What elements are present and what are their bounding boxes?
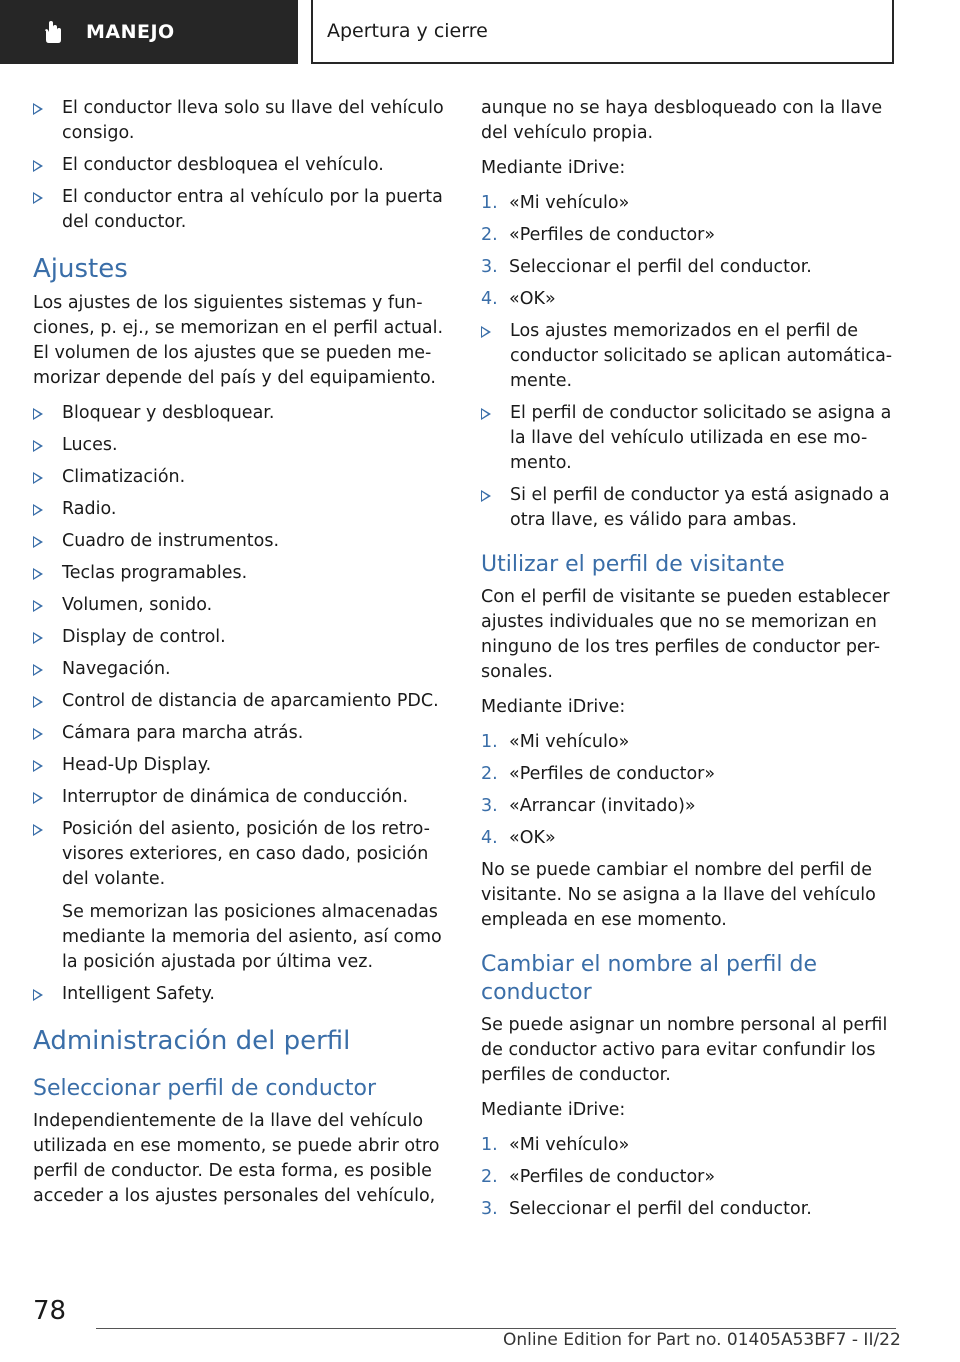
triangle-bullet-icon xyxy=(33,160,43,172)
list-item: El perfil de conductor solicitado se asigna a la llave del vehículo utilizada en ese mo-mento. xyxy=(481,401,896,476)
triangle-bullet-icon xyxy=(481,326,491,338)
via-idrive-2: Mediante iDrive: xyxy=(481,697,626,717)
via-idrive-1: Mediante iDrive: xyxy=(481,158,626,178)
heading-admin-perfil: Administración del perfil xyxy=(33,1026,351,1056)
triangle-bullet-icon xyxy=(33,192,43,204)
list-item: Bloquear y desbloquear. xyxy=(33,401,445,426)
list-item: 1. «Mi vehículo» xyxy=(481,1135,630,1155)
list-item: El conductor entra al vehículo por la puerta del conductor. xyxy=(33,185,445,235)
list-item: Control de distancia de aparcamiento PDC. xyxy=(33,689,445,714)
left-column xyxy=(33,96,445,1219)
ajustes-list xyxy=(33,401,445,1007)
steps-guest xyxy=(481,730,896,851)
chapter-tab xyxy=(311,0,894,64)
list-item: El conductor lleva solo su llave del vehículo consigo. xyxy=(33,96,445,146)
page-number: 78 xyxy=(33,1296,67,1326)
list-item: Cuadro de instrumentos. xyxy=(33,529,445,554)
list-item: Navegación. xyxy=(33,657,445,682)
guest-text: Con el perfil de visitante se pueden establecer ajustes individuales que no se memorizan en ninguno de los tres perfiles de conductor per-sonales. xyxy=(481,587,890,682)
ajustes-text: Los ajustes de los siguientes sistemas y fun-ciones, p. ej., se memorizan en el perfil actual. El volumen de los ajustes que se pueden me-morizar depende del país y del equipamiento. xyxy=(33,293,444,388)
list-item: Head-Up Display. xyxy=(33,753,445,778)
chapter-title: Apertura y cierre xyxy=(327,20,488,42)
list-item: Radio. xyxy=(33,497,445,522)
list-item: El conductor desbloquea el vehículo. xyxy=(33,153,445,178)
list-item: Interruptor de dinámica de conducción. xyxy=(33,785,445,810)
right-column xyxy=(481,96,896,1229)
list-item: 3. Seleccionar el perfil del conductor. xyxy=(481,257,812,277)
section-title: MANEJO xyxy=(86,21,175,43)
triangle-bullet-icon xyxy=(33,760,43,772)
list-item: Display de control. xyxy=(33,625,445,650)
triangle-bullet-icon xyxy=(33,568,43,580)
list-item: 2. «Perfiles de conductor» xyxy=(481,764,716,784)
list-item: Teclas programables. xyxy=(33,561,445,586)
list-item: Los ajustes memorizados en el perfil de conductor solicitado se aplican automática-mente. xyxy=(481,319,896,394)
list-item: 3. Seleccionar el perfil del conductor. xyxy=(481,1199,812,1219)
list-item: Si el perfil de conductor ya está asignado a otra llave, es válido para ambas. xyxy=(481,483,896,533)
results-list xyxy=(481,319,896,533)
list-item: Luces. xyxy=(33,433,445,458)
triangle-bullet-icon xyxy=(33,408,43,420)
admin-text: Independientemente de la llave del vehículo utilizada en ese momento, se puede abrir otro perfil de conductor. De esta forma, es posible acceder a los ajustes personales del vehículo, xyxy=(33,1111,440,1206)
steps-rename xyxy=(481,1133,896,1222)
triangle-bullet-icon xyxy=(33,440,43,452)
heading-seleccionar-perfil: Seleccionar perfil de conductor xyxy=(33,1076,377,1101)
triangle-bullet-icon xyxy=(33,824,43,836)
steps-select-profile xyxy=(481,191,896,312)
list-item: Volumen, sonido. xyxy=(33,593,445,618)
via-idrive-3: Mediante iDrive: xyxy=(481,1100,626,1120)
triangle-bullet-icon xyxy=(33,536,43,548)
page-header xyxy=(0,0,960,66)
guest-note: No se puede cambiar el nombre del perfil de visitante. No se asigna a la llave del vehículo empleada en ese momento. xyxy=(481,860,876,930)
triangle-bullet-icon xyxy=(33,472,43,484)
triangle-bullet-icon xyxy=(33,664,43,676)
list-item: 1. «Mi vehículo» xyxy=(481,732,630,752)
triangle-bullet-icon xyxy=(33,504,43,516)
edition-footer: Online Edition for Part no. 01405A53BF7 - II/22 xyxy=(503,1330,901,1350)
list-item: 2. «Perfiles de conductor» xyxy=(481,225,716,245)
rename-text: Se puede asignar un nombre personal al perfil de conductor activo para evitar confundir los perfiles de conductor. xyxy=(481,1015,888,1085)
section-tab xyxy=(0,0,298,64)
triangle-bullet-icon xyxy=(33,103,43,115)
list-item: 2. «Perfiles de conductor» xyxy=(481,1167,716,1187)
hand-icon xyxy=(40,19,66,45)
footer-divider xyxy=(96,1328,896,1329)
continuation-text: aunque no se haya desbloqueado con la llave del vehículo propia. xyxy=(481,98,883,143)
triangle-bullet-icon xyxy=(33,632,43,644)
triangle-bullet-icon xyxy=(33,696,43,708)
heading-ajustes: Ajustes xyxy=(33,254,128,284)
triangle-bullet-icon xyxy=(33,600,43,612)
list-item: Climatización. xyxy=(33,465,445,490)
triangle-bullet-icon xyxy=(33,792,43,804)
triangle-bullet-icon xyxy=(33,989,43,1001)
list-item: Intelligent Safety. xyxy=(33,982,445,1007)
heading-rename-profile: Cambiar el nombre al perfil de conductor xyxy=(481,952,817,1005)
list-item: 4. «OK» xyxy=(481,828,556,848)
triangle-bullet-icon xyxy=(481,490,491,502)
triangle-bullet-icon xyxy=(481,408,491,420)
list-item: Cámara para marcha atrás. xyxy=(33,721,445,746)
list-item: 3. «Arrancar (invitado)» xyxy=(481,796,696,816)
list-item: 4. «OK» xyxy=(481,289,556,309)
intro-bullets xyxy=(33,96,445,235)
heading-guest-profile: Utilizar el perfil de visitante xyxy=(481,552,785,577)
list-item: 1. «Mi vehículo» xyxy=(481,193,630,213)
triangle-bullet-icon xyxy=(33,728,43,740)
list-item: Posición del asiento, posición de los retro-visores exteriores, en caso dado, posición del volante. Se memorizan las posiciones almacenadas mediante la memoria del asiento, así como la posición ajustada por última vez. xyxy=(33,817,445,975)
seat-memory-note: Se memorizan las posiciones almacenadas mediante la memoria del asiento, así como la posición ajustada por última vez. xyxy=(62,902,442,972)
